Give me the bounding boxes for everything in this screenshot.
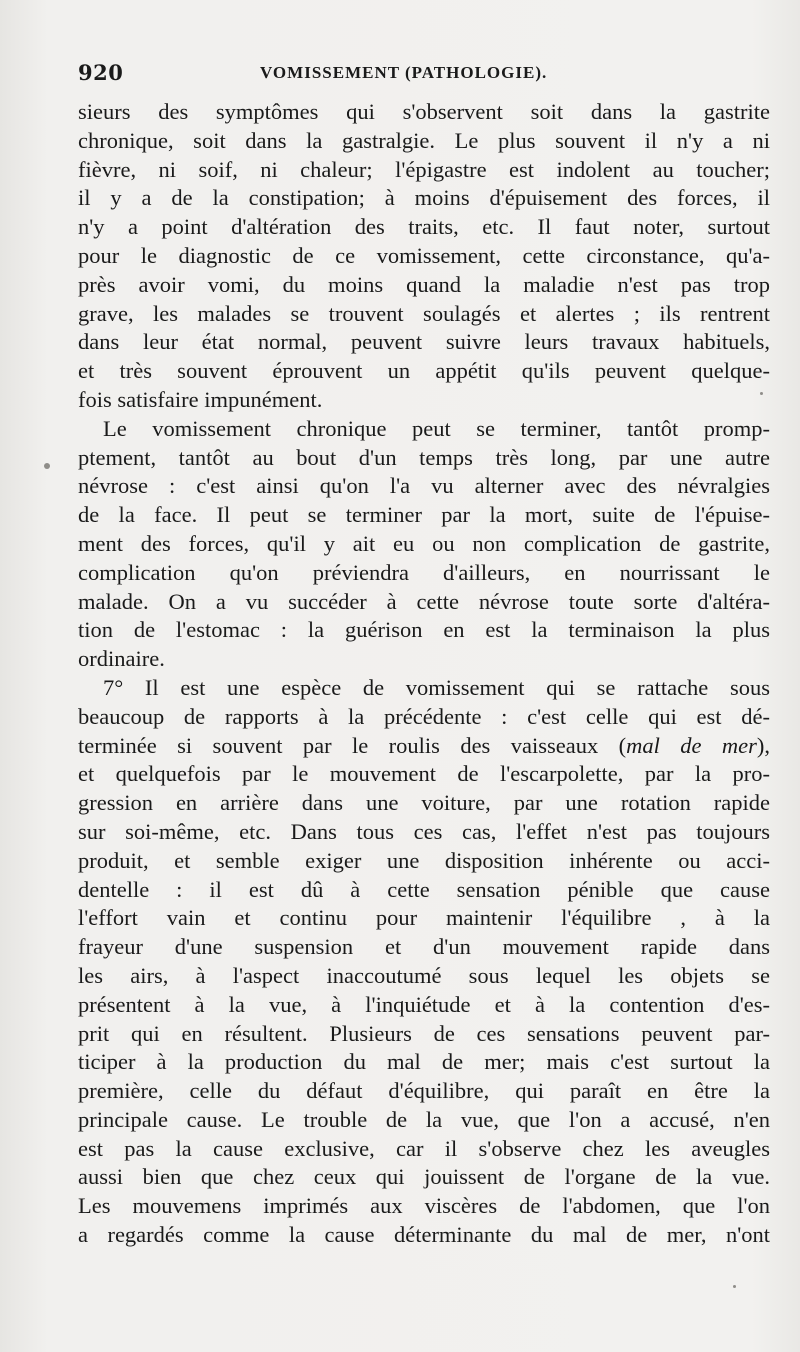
text-line: malade. On a vu succéder à cette névrose toute sorte d'altéra- [78, 588, 770, 614]
text-body [78, 98, 770, 1250]
text-line: sur soi-même, etc. Dans tous ces cas, l'effet n'est pas toujours [78, 818, 770, 844]
text-span: ), [756, 732, 770, 758]
text-line: pour le diagnostic de ce vomissement, cette circonstance, qu'a- [78, 242, 770, 268]
text-line: les airs, à l'aspect inaccoutumé sous lequel les objets se [78, 962, 770, 988]
text-line: chronique, soit dans la gastralgie. Le plus souvent il n'y a ni [78, 127, 770, 153]
text-line: produit, et semble exiger une disposition inhérente ou acci- [78, 847, 770, 873]
text-line: il y a de la constipation; à moins d'épuisement des forces, il [78, 185, 770, 211]
text-line: fièvre, ni soif, ni chaleur; l'épigastre est indolent au toucher; [78, 156, 770, 182]
text-line: est pas la cause exclusive, car il s'observe chez les aveugles [78, 1135, 770, 1161]
text-line: Les mouvemens imprimés aux viscères de l'abdomen, que l'on [78, 1193, 770, 1219]
text-line: première, celle du défaut d'équilibre, qui paraît en être la [78, 1078, 770, 1104]
text-line: prit qui en résultent. Plusieurs de ces sensations peuvent par- [78, 1020, 770, 1046]
text-line: complication qu'on préviendra d'ailleurs, en nourrissant le [78, 559, 770, 585]
text-line: l'effort vain et continu pour maintenir l'équilibre , à la [78, 905, 770, 931]
text-line: gression en arrière dans une voiture, par une rotation rapide [78, 790, 770, 816]
text-line: fois satisfaire impunément. [78, 386, 323, 412]
paper-speck [733, 1285, 736, 1288]
page-number: 920 [78, 60, 124, 85]
text-line: et très souvent éprouvent un appétit qu'ils peuvent quelque- [78, 358, 770, 384]
text-line: tion de l'estomac : la guérison en est la terminaison la plus [78, 617, 770, 643]
text-line [78, 732, 770, 761]
text-line: a regardés comme la cause déterminante du mal de mer, n'ont [78, 1222, 770, 1248]
text-line: Le vomissement chronique peut se terminer, tantôt promp- [103, 415, 770, 441]
text-line: frayeur d'une suspension et d'un mouvement rapide dans [78, 934, 770, 960]
paper-speck [44, 463, 50, 469]
running-head: VOMISSEMENT (PATHOLOGIE). [260, 63, 548, 82]
text-line: dans leur état normal, peuvent suivre leurs travaux habituels, [78, 329, 770, 355]
text-line: ticiper à la production du mal de mer; mais c'est surtout la [78, 1049, 770, 1075]
text-line: névrose : c'est ainsi qu'on l'a vu alterner avec des névralgies [78, 473, 770, 499]
text-line: ordinaire. [78, 646, 165, 672]
text-span: terminée si souvent par le roulis des vaisseaux ( [78, 732, 627, 758]
text-line: 7° Il est une espèce de vomissement qui se rattache sous [103, 674, 770, 700]
italic-term: mal de mer [626, 732, 757, 758]
text-line: dentelle : il est dû à cette sensation pénible que cause [78, 876, 770, 902]
text-line: ment des forces, qu'il y ait eu ou non complication de gastrite, [78, 530, 770, 556]
text-line: présentent à la vue, à l'inquiétude et à la contention d'es- [78, 991, 770, 1017]
text-line: n'y a point d'altération des traits, etc. Il faut noter, surtout [78, 214, 770, 240]
text-line: ptement, tantôt au bout d'un temps très long, par une autre [78, 444, 770, 470]
text-line: et quelquefois par le mouvement de l'escarpolette, par la pro- [78, 761, 770, 787]
text-line: principale cause. Le trouble de la vue, que l'on a accusé, n'en [78, 1106, 770, 1132]
text-line: près avoir vomi, du moins quand la maladie n'est pas trop [78, 271, 770, 297]
text-line: de la face. Il peut se terminer par la mort, suite de l'épuise- [78, 502, 770, 528]
text-line: beaucoup de rapports à la précédente : c'est celle qui est dé- [78, 703, 770, 729]
text-line: grave, les malades se trouvent soulagés et alertes ; ils rentrent [78, 300, 770, 326]
text-line: aussi bien que chez ceux qui jouissent de l'organe de la vue. [78, 1164, 770, 1190]
paper-speck [760, 392, 763, 395]
page-header [78, 60, 768, 92]
text-line: sieurs des symptômes qui s'observent soit dans la gastrite [78, 99, 770, 124]
